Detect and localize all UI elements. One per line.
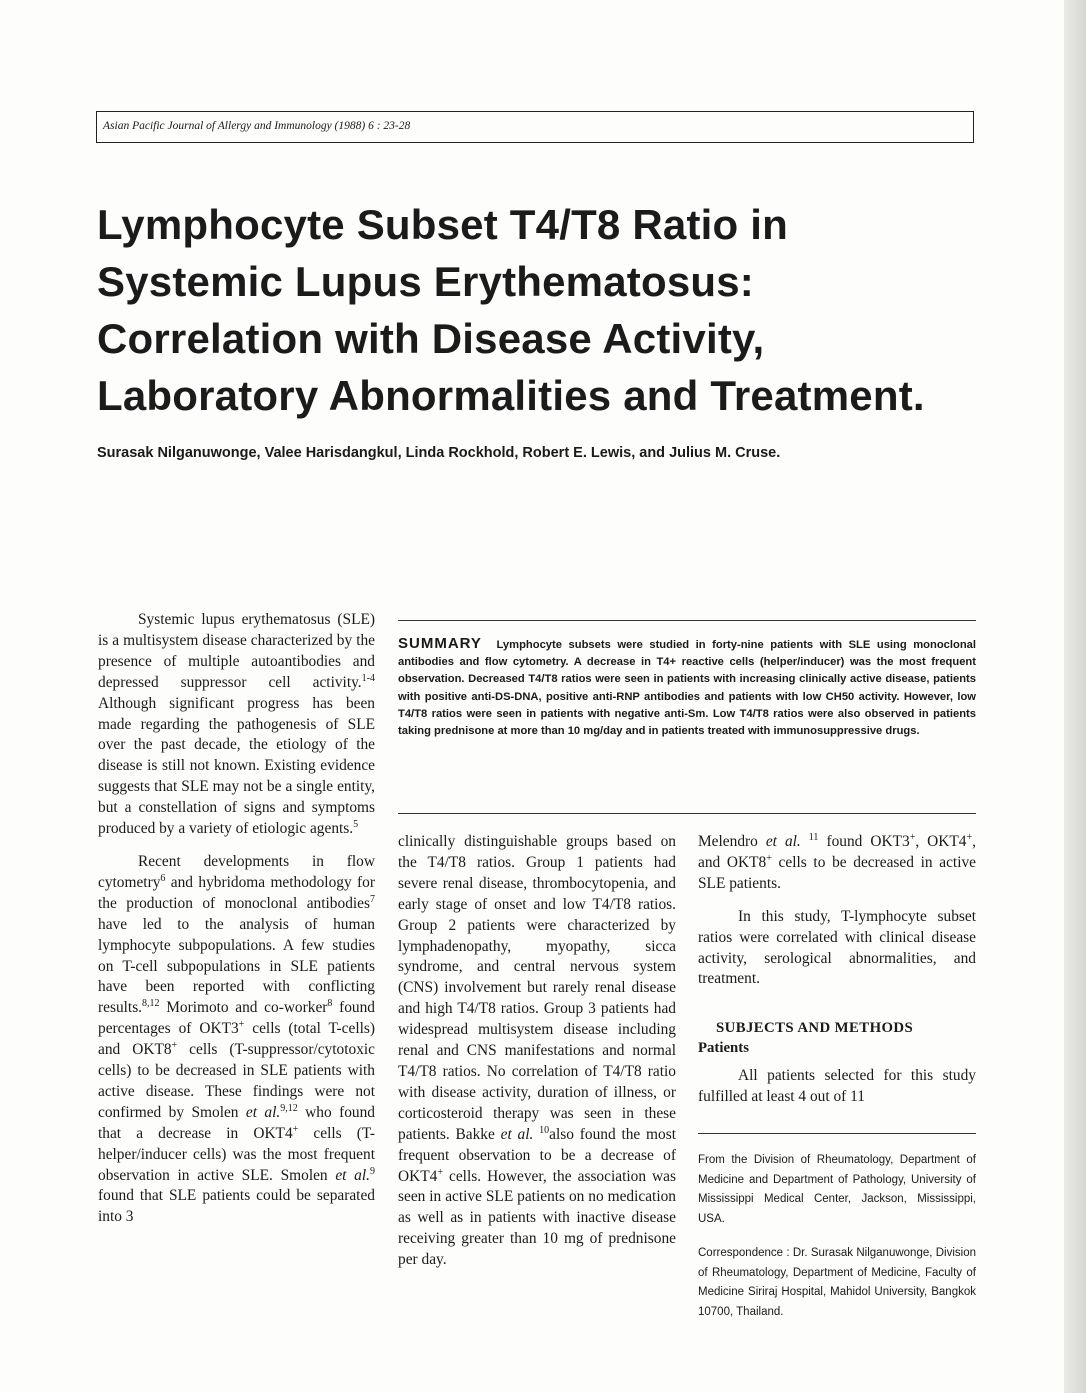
text-run: cells (T-suppressor/cytotoxic cells) to be decreased in SLE patients with active disease. These findings were not confirmed by Smolen — [98, 1041, 375, 1121]
text-run: Although significant progress has been made regarding the pathogenesis of SLE over the past decade, the etiology of the disease is still not known. Existing evidence suggests that SLE may not be a single entity, but a constellation of signs and symptoms produced by a variety of etiologic agents. — [98, 694, 375, 838]
text-column-3 — [698, 832, 976, 1108]
superscript: + — [437, 1166, 443, 1178]
title-line: Systemic Lupus Erythematosus: — [97, 258, 754, 305]
superscript: + — [766, 852, 772, 864]
citation: 5 — [353, 818, 359, 830]
text-run: Systemic lupus erythematosus (SLE) is a multisystem disease characterized by the presence of multiple autoantibodies and depressed suppressor cell activity. — [98, 611, 375, 691]
page-edge — [1064, 0, 1086, 1393]
text-run: , OKT4 — [915, 833, 967, 850]
superscript: + — [966, 831, 973, 843]
summary-text: Lymphocyte subsets were studied in forty-nine patients with SLE using monoclonal antibodies and flow cytometry. A decrease in T4+ reactive cells (helper/inducer) was the most frequent observation. Decreased T4/T8 ratios were seen in patients with increasing clinically active disease, patients with positive anti-DS-DNA, positive anti-RNP antibodies and patients with low CH50 activity. However, low T4/T8 ratios were seen in patients with negative anti-Sm. Low T4/T8 ratios were also observed in patients taking prednisone at more than 10 mg/day and in patients treated with immunosuppressive drugs. — [398, 639, 977, 738]
summary-block — [398, 620, 976, 814]
text-column-1 — [98, 610, 375, 1228]
text-run: have led to the analysis of human lymphocyte subpopulations. A few studies on T-cell subpopulations in SLE patients have been reported with conflicting results. — [98, 915, 375, 1017]
citation: 10 — [539, 1124, 550, 1136]
text-run: who found that a decrease in OKT4 — [98, 1103, 375, 1142]
title-line: Laboratory Abnormalities and Treatment. — [97, 372, 925, 419]
footnote-divider — [698, 1133, 976, 1134]
text-run: found percentages of OKT3 — [98, 999, 375, 1038]
text-run: also found the most frequent observation to be a decrease of OKT4 — [398, 1125, 676, 1185]
affiliation-footnote: From the Division of Rheumatology, Department of Medicine and Department of Pathology, University of Mississippi Medical Center, Jackson, Mississippi, USA. — [698, 1154, 976, 1225]
citation: 7 — [370, 893, 375, 905]
citation: 9 — [370, 1165, 375, 1177]
section-heading: SUBJECTS AND METHODS — [716, 1020, 914, 1037]
paragraph — [398, 832, 676, 1271]
superscript: + — [238, 1019, 245, 1031]
citation: 6 — [160, 872, 166, 884]
summary-heading: SUMMARY — [398, 635, 482, 652]
text-run: cells (T-helper/inducer cells) was the most frequent observation in active SLE. Smolen — [98, 1124, 375, 1184]
et-al: et al. — [335, 1166, 370, 1184]
subsection-heading: Patients — [698, 1040, 749, 1057]
journal-header: Asian Pacific Journal of Allergy and Immunology (1988) 6 : 23-28 — [96, 111, 974, 143]
et-al: et al. — [245, 1103, 281, 1121]
text-run: cells to be decreased in active SLE patients. — [698, 853, 976, 892]
citation: 9,12 — [280, 1102, 298, 1114]
paragraph — [98, 610, 375, 840]
title-line: Lymphocyte Subset T4/T8 Ratio in — [97, 201, 788, 248]
citation: 8 — [327, 998, 333, 1010]
citation: 8,12 — [142, 998, 160, 1010]
citation: 11 — [808, 831, 819, 843]
paragraph — [698, 832, 976, 895]
text-run: Melendro — [698, 833, 766, 850]
author-list: Surasak Nilganuwonge, Valee Harisdangkul, Linda Rockhold, Robert E. Lewis, and Julius M. Cruse. — [97, 445, 781, 461]
superscript: + — [292, 1123, 299, 1135]
paragraph: All patients selected for this study fulfilled at least 4 out of 11 — [698, 1067, 976, 1106]
text-run: cells (total T-cells) and OKT8 — [98, 1020, 375, 1059]
correspondence-footnote: Correspondence : Dr. Surasak Nilganuwonge, Division of Rheumatology, Department of Medicine, Faculty of Medicine Siriraj Hospital, Mahidol University, Bangkok 10700, Thailand. — [698, 1247, 976, 1318]
text-run: clinically distinguishable groups based on the T4/T8 ratios. Group 1 patients had severe renal disease, thrombocytopenia, and early stage of onset and low T4/T8 ratios. Group 2 patients were characterized by lymphadenopathy, myopathy, sicca syndrome, and central nervous system (CNS) involvement but rarely renal disease and high T4/T8 ratios. Group 3 patients had widespread multisystem disease including renal and CNS manifestations and normal T4/T8 ratios. No correlation of T4/T8 ratio with disease activity, duration of illness, or corticosteroid therapy was seen in these patients. Bakke — [398, 833, 676, 1143]
paragraph: In this study, T-lymphocyte subset ratios were correlated with clinical disease activity, serological abnormalities, and treatment. — [698, 907, 976, 988]
text-run: Morimoto and co-worker — [159, 999, 328, 1017]
text-column-2 — [398, 832, 676, 1271]
et-al: et al. — [765, 833, 801, 850]
article-title — [97, 196, 997, 424]
superscript: + — [909, 831, 916, 843]
superscript: + — [171, 1040, 178, 1051]
text-run: found OKT3 — [818, 833, 910, 850]
text-run: , and OKT8 — [698, 833, 977, 871]
paragraph — [98, 852, 375, 1228]
text-run: found that SLE patients could be separated into 3 — [98, 1187, 375, 1226]
et-al: et al. — [500, 1125, 534, 1143]
text-run: cells. However, the association was seen in active SLE patients on no medication as well as in patients with inactive disease receiving greater than 10 mg of prednisone per day. — [398, 1167, 676, 1269]
text-run: and hybridoma methodology for the production of monoclonal antibodies — [98, 873, 375, 912]
text-run: Recent developments in flow cytometry — [98, 852, 375, 891]
title-line: Correlation with Disease Activity, — [97, 315, 765, 362]
citation: 1-4 — [361, 672, 375, 684]
